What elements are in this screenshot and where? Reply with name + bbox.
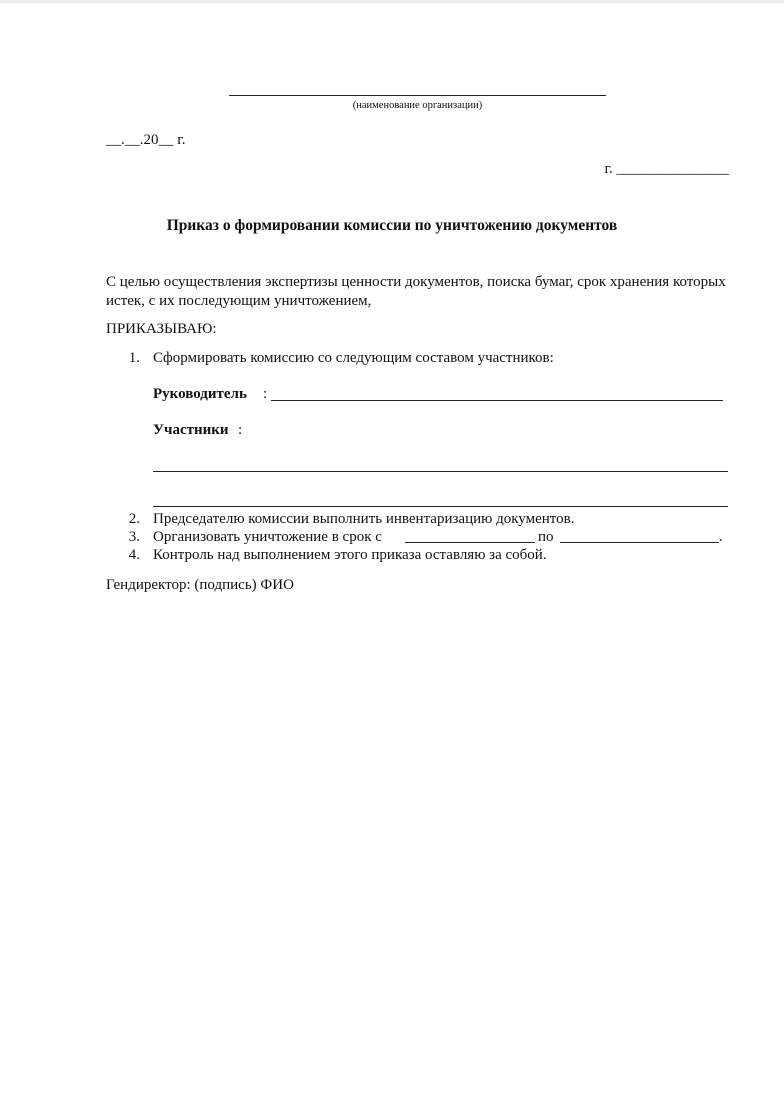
- leader-colon: :: [263, 386, 268, 402]
- item-number-3: 3.: [128, 529, 140, 545]
- page-top-border: [0, 0, 784, 3]
- item-text-2: Председателю комиссии выполнить инвентаризацию документов.: [153, 511, 575, 527]
- date-to-blank-line: [560, 542, 719, 543]
- organization-name-line: [229, 95, 606, 96]
- organization-caption: (наименование организации): [352, 100, 483, 111]
- date-from-blank-line: [405, 542, 535, 543]
- city-field: г. _______________: [604, 161, 729, 177]
- item-text-3-start: Организовать уничтожение в срок с: [153, 529, 382, 545]
- order-word: ПРИКАЗЫВАЮ:: [106, 321, 217, 337]
- item-text-3-middle: по: [538, 529, 554, 545]
- members-colon: :: [238, 422, 243, 438]
- item-number-1: 1.: [128, 350, 140, 366]
- intro-paragraph: С целью осуществления экспертизы ценности документов, поиска бумаг, срок хранения которых истек, с их последующим уничтожением,: [106, 274, 726, 309]
- item-number-4: 4.: [128, 547, 140, 563]
- item-text-1: Сформировать комиссию со следующим составом участников:: [153, 350, 554, 366]
- signature-line: Гендиректор: (подпись) ФИО: [106, 577, 294, 593]
- date-field: __.__.20__ г.: [106, 132, 186, 148]
- item-number-2: 2.: [128, 511, 140, 527]
- item-text-4: Контроль над выполнением этого приказа оставляю за собой.: [153, 547, 547, 563]
- item-text-3-end: .: [719, 529, 723, 545]
- leader-blank-line: [271, 400, 723, 401]
- leader-label: Руководитель: [153, 386, 247, 402]
- members-label: Участники: [153, 422, 229, 438]
- member-blank-line: [153, 506, 728, 507]
- document-title: Приказ о формировании комиссии по уничтожению документов: [166, 217, 618, 234]
- member-blank-line: [153, 471, 728, 472]
